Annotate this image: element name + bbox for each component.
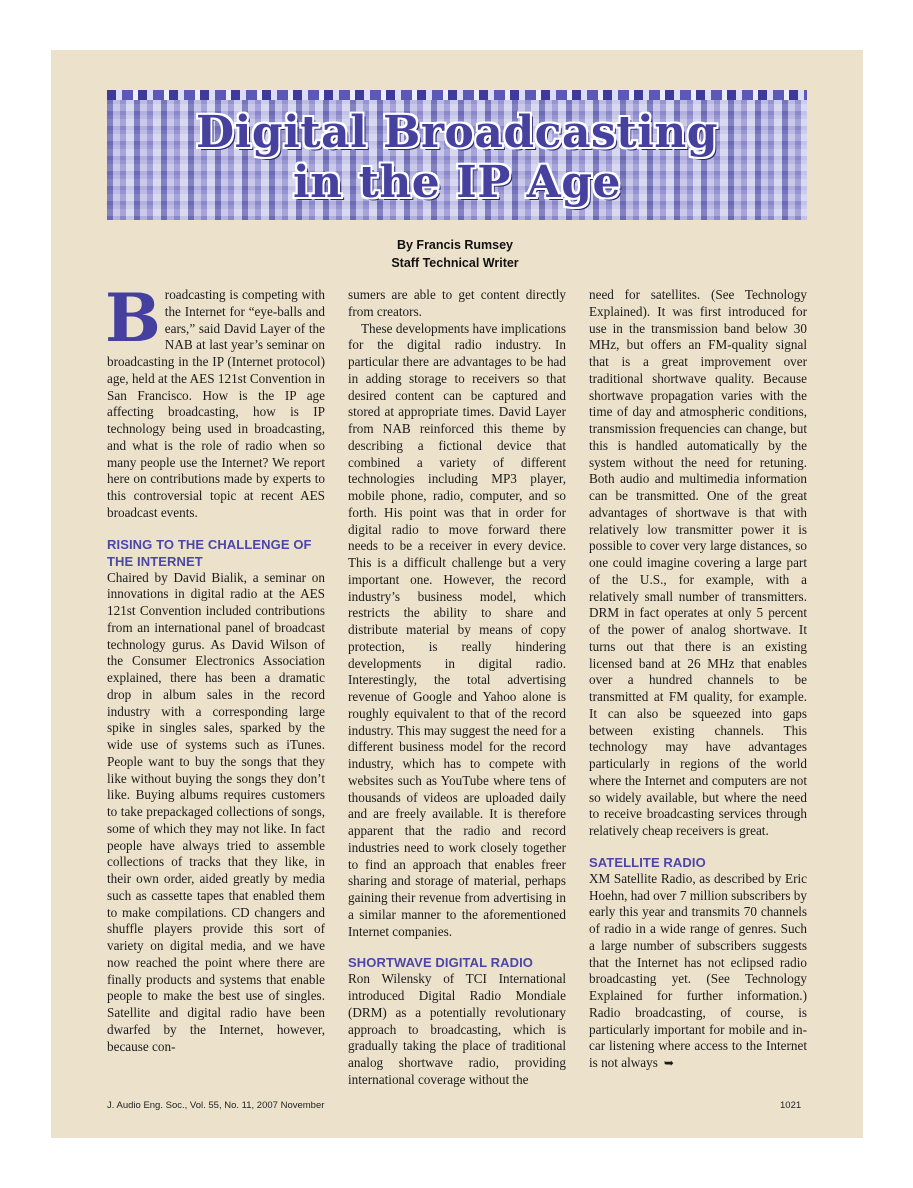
column-3 (589, 287, 807, 1072)
drop-cap: B (105, 279, 161, 357)
paragraph (105, 279, 325, 522)
section-heading: RISING TO THE CHALLENGE OF THE INTERNET (107, 536, 312, 569)
title-line-2: in the IP Age (292, 157, 622, 208)
title-banner (107, 90, 807, 220)
paragraph: need for satellites. (See Technology Explained). It was first introduced for use in the transmission band below 30 MHz, but offers an FM-quality signal that is a great improvement over traditional shortwave quality. Because shortwave propagation varies with the time of day and atmospheric conditions, transmission frequencies can change, but this is handled automatically by the system without the need for retuning. Both audio and multimedia information can be transmitted. One of the great advantages of shortwave is that with relatively low transmitter power it is possible to cover very large distances, so one could imagine covering a large part of the U.S., for example, with a relatively small number of transmitters. DRM in fact operates at only 5 percent of the power of analog shortwave. It turns out that there is an existing licensed band at 26 MHz that enables over a hundred channels to be transmitted at FM quality, for example. It can also be squeezed into gaps between existing channels. This technology may have advantages particularly in regions of the world where the Internet and computers are not so widely available, but where the need to receive broadcasting services through relatively cheap receivers is great. (589, 287, 807, 838)
paragraph: Chaired by David Bialik, a seminar on innovations in digital radio at the AES 121st Convention included contributions from an international panel of broadcast technology gurus. As David Wilson of the Consumer Electronics Association explained, there has been a dramatic drop in album sales in the record industry with a corresponding large spike in singles sales, sparked by the wide use of systems such as iTunes. People want to buy the songs that they like without buying the songs they don’t like. Buying albums requires customers to take prepackaged collections of songs, some of which they may not like. In fact people have always tried to assemble collections of tracks that they like, in their own order, aided greatly by media such as cassette tapes that enabled them to make compilations. CD changers and shuffle players provide this sort of variety on digital media, and we have now reached the point where there are finally products and systems that enable people to make the best use of singles. Satellite and digital radio have been dwarfed by the Internet, however, because con- (107, 569, 325, 1054)
banner-stripe (107, 90, 807, 100)
author-role: Staff Technical Writer (391, 255, 519, 270)
section-heading: SHORTWAVE DIGITAL RADIO (348, 955, 534, 971)
article-title (107, 108, 807, 208)
paragraph: These developments have implications for the digital radio industry. In particular there are advantages to be had in adding storage to receivers so that desired content can be captured and stored at appropriate times. David Layer from NAB reinforced this theme by describing a fictional device that combined a variety of different technologies including MP3 player, mobile phone, radio, computer, and so forth. His point was that in order for digital radio to move forward there needs to be a receiver in every device. This is a difficult challenge but a very important one. However, the record industry’s business model, which restricts the ability to share and distribute material by means of copy protection, is really hindering developments in digital radio. Interestingly, the total advertising revenue of Google and Yahoo alone is roughly equivalent to that of the record industry. This may suggest the need for a different business model for the record industry, which has to compete with websites such as YouTube where tens of thousands of videos are uploaded daily and are freely available. It is therefore apparent that the radio and record industries need to work closely together to find an approach that enables freer sharing and storage of material, perhaps gaining their revenue from advertising in a similar manner to the aforementioned Internet companies. (348, 320, 566, 939)
author-name: By Francis Rumsey (396, 238, 514, 252)
continue-arrow-icon: ➥ (663, 1056, 674, 1070)
paragraph (589, 871, 807, 1072)
paragraph-text: roadcasting is competing with the Internet for “eye-balls and ears,” said David Layer of the NAB at last year’s seminar on broadcasting in the IP (Internet protocol) age, held at the AES 121st Convention in San Francisco. How is the IP age affecting broadcasting, how is IP technology being used in broadcasting, and what is the role of radio when so many people use the Internet? We report here on contributions made by experts to this controversial topic at recent AES broadcast events. (107, 287, 325, 520)
column-1 (105, 279, 325, 1055)
title-line-1: Digital Broadcasting (195, 107, 719, 158)
page-number: 1021 (780, 1100, 802, 1111)
paragraph: Ron Wilensky of TCI International introduced Digital Radio Mondiale (DRM) as a potentially revolutionary approach to broadcasting, which is gradually taking the place of traditional analog shortwave radio, providing international coverage without the (348, 971, 566, 1087)
section-heading: SATELLITE RADIO (589, 854, 706, 870)
byline (300, 237, 610, 272)
paragraph-text: XM Satellite Radio, as described by Eric Hoehn, had over 7 million subscribers by early this year and transmits 70 channels of radio in a wide range of genres. Such a large number of subscribers suggests that the Internet has not eclipsed radio broadcasting yet. (See Technology Explained for further information.) Radio broadcasting, of course, is particularly important for mobile and in-car listening where access to the Internet is not always (589, 870, 807, 1070)
paragraph: sumers are able to get content directly from creators. (348, 287, 566, 319)
column-2 (348, 287, 566, 1089)
footer-citation: J. Audio Eng. Soc., Vol. 55, No. 11, 2007 November (107, 1100, 325, 1111)
